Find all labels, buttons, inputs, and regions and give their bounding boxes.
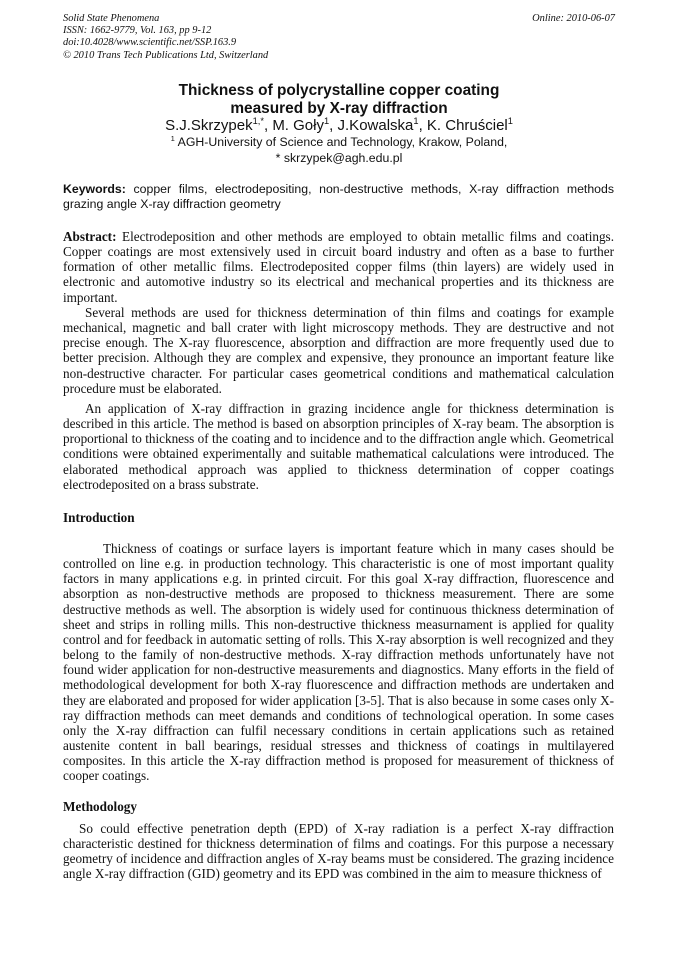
paper-title — [63, 82, 615, 117]
author-sup: 1,* — [252, 116, 264, 126]
author-name: K. Chruściel — [426, 117, 508, 134]
online-date: Online: 2010-06-07 — [532, 13, 615, 24]
author-name: J.Kowalska — [337, 117, 414, 134]
author-sup: 1 — [324, 116, 330, 126]
author-sup: 1 — [507, 116, 513, 126]
introduction-paragraph: Thickness of coatings or surface layers is important feature which in many cases should be controlled on line e.g. in production technology. This characteristic is one of most important quality factors in many applications e.g. in printed circuit. For this goal X-ray diffraction, fluorescence and absorption as non-destructive methods are proposed to thickness measurement. There are some destructive methods as well. The absorption is widely used for continuous thickness determination of sheet and strips in rolling mills. This non-destructive thickness measurnament is applied for quality control and for feedback in automatic setting of rolls. This X-ray absorption is well recognized and they belong to the family of non-destructive methods. X-ray diffraction methods unfortunately have not found wider application for non-destructive measurements and diagnostics. Many efforts in the field of methodological development for both X-ray fluorescence and diffraction methods are undertaken and they are elaborated and proposed for wider application [3-5]. That is also because in some cases only X-ray diffraction methods can meet demands and conditions of technological operation. In some cases only the X-ray diffraction can fulfil necessary conditions in certain applications such as retained austenite content in ball bearings, residual stresses and thickness of coatings in multilayered composites. In this article the X-ray diffraction method is proposed for measurement of thickness of cooper coatings. — [63, 541, 614, 784]
methodology-paragraph: So could effective penetration depth (EPD) of X-ray radiation is a perfect X-ray diffraction characteristic destined for thickness determination of films and coatings. For this purpose a necessary geometry of incidence and diffraction angles of X-ray beams must be considered. The grazing incidence angle X-ray diffraction (GID) geometry and its EPD was combined in the aim to measure thickness of — [63, 821, 614, 882]
abstract-paragraph-3: An application of X-ray diffraction in grazing incidence angle for thickness determination is described in this article. The method is based on absorption principles of X-ray beam. The absorption is proportional to thickness of the coating and to incidence and to the diffraction angle which. Geometrical conditions were obtained experimentally and suitable mathematical calculations were introduced. The elaborated methodical approach was applied to thickness determination of copper coatings electrodeposited on a brass substrate. — [63, 401, 614, 492]
keywords — [63, 182, 614, 211]
author-name: S.J.Skrzypek — [165, 117, 253, 134]
journal-header — [63, 13, 615, 62]
introduction-heading: Introduction — [63, 510, 135, 525]
keywords-text: copper films, electrodepositing, non-destructive methods, X-ray diffraction methods grazing angle X-ray diffraction geometry — [63, 182, 614, 211]
affiliation-text: AGH-University of Science and Technology, Krakow, Poland, — [174, 135, 508, 149]
journal-copyright: © 2010 Trans Tech Publications Ltd, Switzerland — [63, 49, 269, 61]
keywords-label: Keywords: — [63, 182, 126, 196]
journal-issn: ISSN: 1662-9779, Vol. 163, pp 9-12 — [63, 25, 212, 37]
journal-doi: doi:10.4028/www.scientific.net/SSP.163.9 — [63, 37, 237, 49]
author-sep: , — [263, 117, 273, 134]
author-sep: , — [418, 117, 427, 134]
author-email: * skrzypek@agh.edu.pl — [275, 150, 403, 165]
title-line-2: measured by X-ray diffraction — [230, 99, 448, 117]
author-sep: , — [329, 117, 338, 134]
author-list — [63, 117, 615, 135]
journal-name: Solid State Phenomena — [63, 13, 160, 24]
methodology-heading: Methodology — [63, 799, 137, 814]
author-sup: 1 — [413, 116, 419, 126]
abstract-paragraph-1 — [63, 229, 614, 305]
author-name: M. Goły — [272, 117, 324, 134]
affiliation — [63, 135, 615, 166]
affiliation-sup: 1 — [170, 133, 175, 143]
title-line-1: Thickness of polycrystalline copper coating — [178, 82, 500, 99]
abstract-label: Abstract: — [63, 229, 117, 244]
abstract-paragraph-2: Several methods are used for thickness determination of thin films and coatings for example mechanical, magnetic and ball crater with light microscopy methods. They are destructive and not precise enough. The X-ray fluorescence, absorption and diffraction are more frequently used due to better precision. Although they are complex and expensive, they pronounce an important feature like non-destructive character. For particular cases geometrical conditions and mathematical calculation procedure must be elaborated. — [63, 305, 614, 396]
abstract-text: Electrodeposition and other methods are employed to obtain metallic films and coatings. Copper coatings are most extensively used in circuit board industry and often as a base to further formation of other metallic films. Electrodeposited copper films (thin layers) are widely used in electronic and automotive industry so its electrical and mechanical properties and its thickness are important. — [63, 229, 614, 305]
